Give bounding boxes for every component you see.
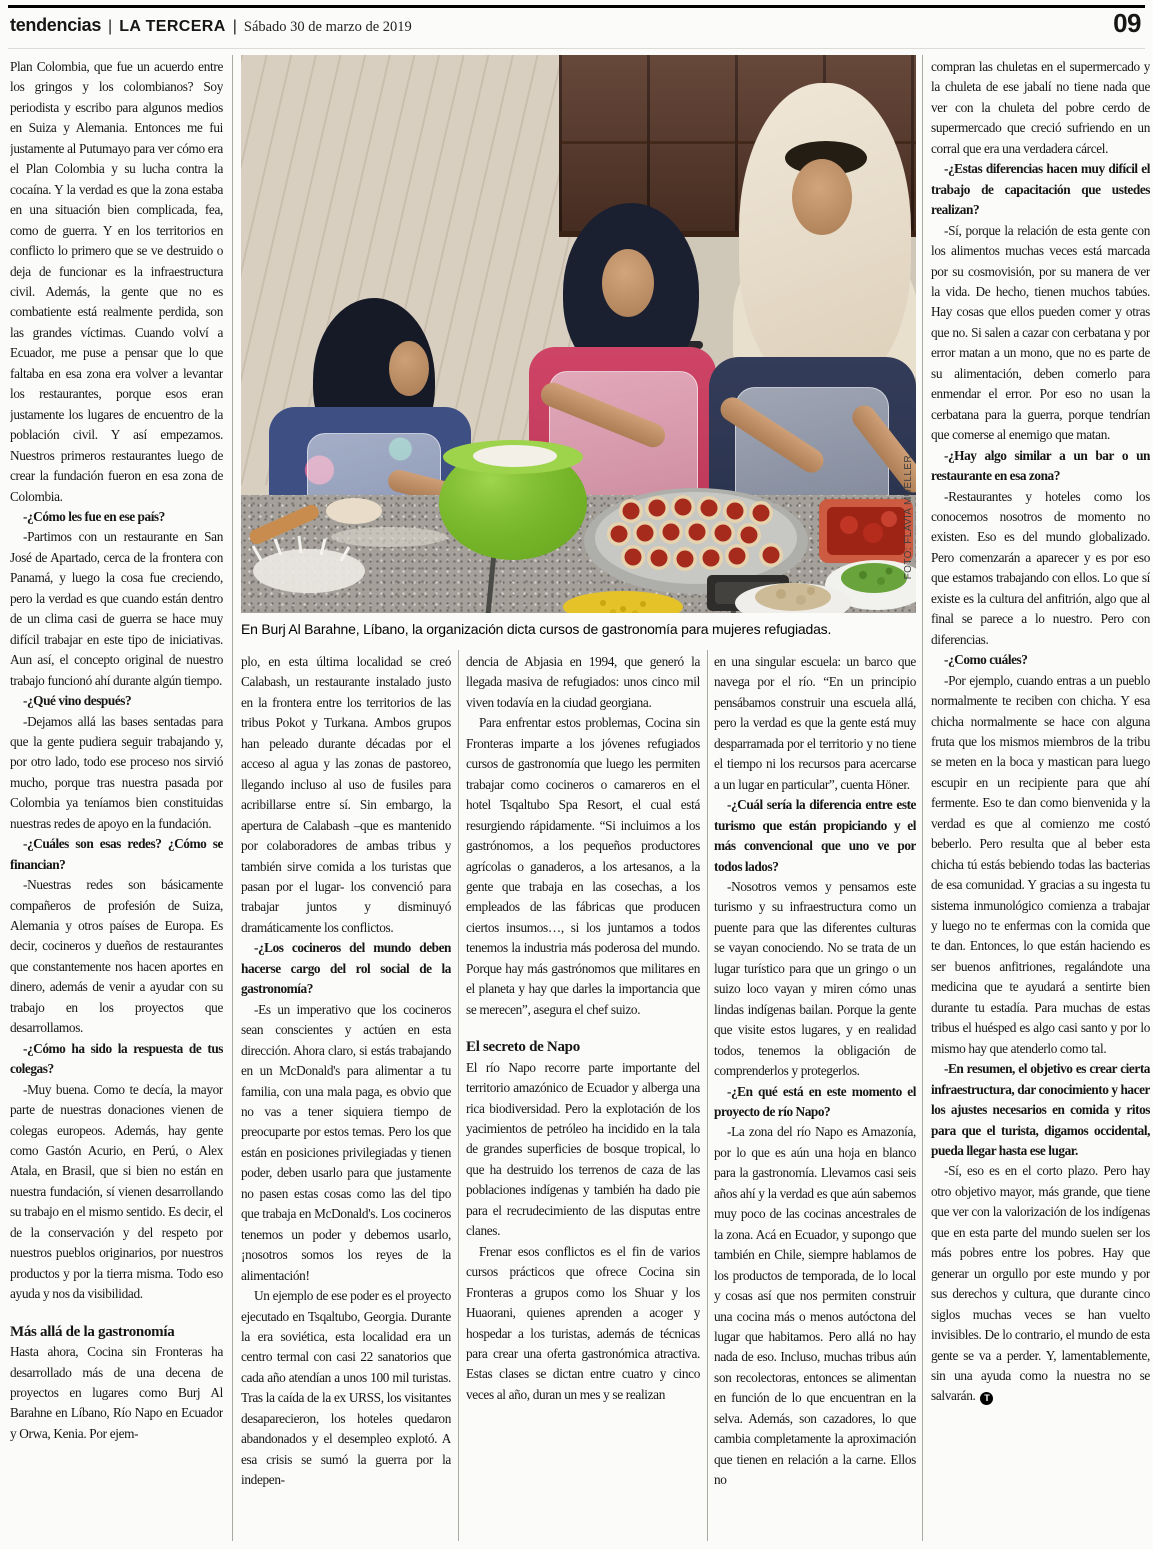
page-header: [10, 15, 412, 41]
column-rule: [458, 650, 459, 1541]
column-middle-1: [241, 652, 451, 1541]
paragraph: -Nosotros vemos y pensamos este turismo y su infraestructura como un puente para que las diferentes culturas se vayan conociendo. No se trata de un lugar turístico para que un gringo o un suizo loco vayan y miren cómo unas lindas indígenas bailan. Porque la gente que visite estos lugares, y en realidad todos, tenemos la obligación de comprenderlos y protegerlos.: [714, 878, 916, 1079]
interview-question: -¿Los cocineros del mundo deben hacerse cargo del rol social de la gastronomía?: [241, 940, 451, 997]
paragraph: Hasta ahora, Cocina sin Fronteras ha desarrollado más de una decena de proyectos en lugares como Burj Al Barahne en Líbano, Río Napo en Ecuador y Orwa, Kenia. Por ejem-: [10, 1344, 223, 1441]
interview-question: -¿Estas diferencias hacen muy difícil el trabajo de capacitación que ustedes realizan?: [931, 161, 1150, 218]
subheading: El secreto de Napo: [466, 1039, 580, 1056]
section-label: tendencias: [10, 15, 102, 35]
paragraph: -Sí, porque la relación de esta gente con los alimentos muchas veces está marcada por su cosmovisión, por su manera de ver la vida. De hecho, tienen muchos tabúes. Hay cosas que ellos pueden comer y otras que no. Si salen a cazar con cerbatana y por error matan a un mono, que no es parte de su alimentación, deben comerlo para enmendar el error. Por eso no usan la cerbatana para la guerra, porque tendrían que comerse al enemigo que matan.: [931, 222, 1150, 443]
header-separator: |: [232, 18, 237, 35]
paragraph: El río Napo recorre parte importante del territorio amazónico de Ecuador y alberga una rica biodiversidad. Pero la explotación de los yacimientos de petróleo ha incidido en la tala de grandes superficies de bosque tropical, lo que ha destruido los terrenos de caza de las poblaciones indígenas y también ha dado pie para el recrudecimiento de las disputas entre clanes.: [466, 1059, 700, 1239]
paragraph: Un ejemplo de ese poder es el proyecto ejecutado en Tsqaltubo, Georgia. Durante la era soviética, esta localidad era un centro termal con casi 22 sanatorios que cada año atendían a unos 100 mil turistas. Tras la caída de la ex URSS, los visitantes desaparecieron, los hoteles quedaron abandonados y el desempleo explotó. A esa crisis se sumó la guerra por la indepen-: [241, 1288, 451, 1488]
interview-question: -¿En qué está en este momento el proyecto de río Napo?: [714, 1083, 916, 1119]
interview-question: -¿Cómo les fue en ese país?: [23, 508, 165, 524]
paragraph: Plan Colombia, que fue un acuerdo entre los gringos y los colombianos? Soy periodista y escribo para algunos medios en Suiza y Alemania. Entonces me fui justamente al Putumayo para ver cómo era el Plan Colombia y su lucha contra la cocaína. Y la verdad es que la zona estaba en una situación bien complicada, fea, como de guerra. Y en los territorios en conflicto lo primero que se ve destruido o deja de funcionar es la infraestructura civil. Además, la gente que no es combatiente está realmente perdida, son las grandes víctimas. Cuando volví a Ecuador, me puse a pensar que lo que faltaba en esa zona era volver a levantar los restaurantes, porque esos eran justamente los lugares de encuentro de la población civil. Y así empezamos. Nuestros primeros restaurantes luego de crear la fundación fueron en esa zona de Colombia.: [10, 59, 223, 504]
column-rule: [922, 55, 923, 1541]
column-rule: [232, 55, 233, 1541]
interview-question: -¿Cómo ha sido la respuesta de tus colegas?: [10, 1040, 223, 1077]
photo-caption: En Burj Al Barahne, Líbano, la organización dicta cursos de gastronomía para mujeres refugiadas.: [241, 621, 832, 637]
paragraph: -Nuestras redes son básicamente compañeros de profesión de Suiza, Alemania y otros países de Europa. Es decir, cocineros y dueños de restaurantes que constantemente nos hacen aportes en dinero, además de venir a ayudar con su trabajo en los proyectos que desarrollamos.: [10, 877, 223, 1036]
paragraph: -Dejamos allá las bases sentadas para que la gente pudiera seguir trabajando y, por otro lado, todo ese proceso nos sirvió mucho, porque tras nuestra pasada por Colombia ya teníamos bien constituidas nuestras redes de apoyo en la fundación.: [10, 713, 223, 831]
interview-question: -En resumen, el objetivo es crear cierta infraestructura, dar conocimiento y hacer los ajustes necesarios en comida y ritos para que el turista, digamos occidental, pueda llegar hasta ese lugar.: [931, 1061, 1150, 1159]
interview-question: -¿Cuál sería la diferencia entre este turismo que están propiciando y el más convencional que uno ve por todos lados?: [714, 797, 916, 874]
interview-question: -¿Como cuáles?: [944, 652, 1028, 668]
header-underline: [8, 48, 1145, 49]
subheading: Más allá de la gastronomía: [10, 1323, 175, 1340]
paragraph: Para enfrentar estos problemas, Cocina sin Fronteras imparte a los jóvenes refugiados cursos de gastronomía que luego les permiten trabajar como cocineros o camareros en el hotel Tsqaltubo Spa Resort, el cual está resurgiendo rápidamente. “Si incluimos a los gastrónomos, a los pequeños productores agrícolas o ganaderos, a los artesanos, a la gente que trabaja en las cosechas, a los empleados de las fábricas que producen ciertos insumos…, si los juntamos a todos tenemos la industria más poderosa del mundo. Porque hay más gastrónomos que militares en el planeta y hay que darles la importancia que se merecen”, asegura el chef suizo.: [466, 715, 700, 1017]
photo-credit: FOTO: FLAVIA MUELLER: [903, 454, 914, 579]
paragraph: -Muy buena. Como te decía, la mayor parte de nuestras donaciones vienen de colegas europeos. Además, hay gente como Gastón Acurio, en Perú, o Alex Atala, en Brasil, que si bien no están en nuestra fundación, sí vienen desarrollando su trabajo en el mismo sentido. Es decir, el de la conservación y del respeto por nuestros pueblos originarios, por nuestros productos y por la tierra misma. Todo eso ayuda y nos da visibilidad.: [10, 1081, 223, 1302]
paragraph: compran las chuletas en el supermercado y la chuleta de ese jabalí no tiene nada que ver con la chuleta del pobre cerdo de supermercado que creció sufriendo en un corral que era una verdadera cárcel.: [931, 59, 1150, 156]
interview-question: -¿Hay algo similar a un bar o un restaurante en esa zona?: [931, 447, 1150, 484]
article-photo: [241, 55, 916, 613]
paragraph: Frenar esos conflictos es el fin de varios cursos prácticos que ofrece Cocina sin Fronteras a grupos como los Shuar y los Huaorani, quienes aprenden a acoger y hospedar a los turistas, además de técnicas para crear una oferta gastronómica atractiva. Estas clases se dictan entre cuatro y cinco veces al año, duran un mes y se realizan: [466, 1243, 700, 1402]
column-right: [931, 57, 1150, 1541]
paragraph: dencia de Abjasia en 1994, que generó la llegada masiva de refugiados: unos cinco mil viven todavía en la ciudad georgiana.: [466, 654, 700, 710]
column-middle-3: [714, 652, 916, 1541]
paragraph: -Es un imperativo que los cocineros sean conscientes y actúen en esta dirección. Ahora claro, si estás trabajando en un McDonald's para alimentar a tu familia, con una mala paga, es obvio que no vas a tener siquiera tiempo de preocuparte por estos temas. Pero los que están en posiciones privilegiadas y tienen poder, deben usarlo para que justamente no pasen estas cosas como las del tipo que trabaja en McDonald's. Los cocineros tenemos un poder y debemos usarlo, ¡nosotros somos los reyes de la alimentación!: [241, 1001, 451, 1283]
interview-question: -¿Qué vino después?: [23, 693, 132, 709]
paragraph: en una singular escuela: un barco que navega por el río. “En un principio pensábamos construir una escuela allá, pero la verdad es que la gente está muy desparramada por el territorio y no tiene el tiempo ni los recursos para acercarse a un lugar en particular”, cuenta Höner.: [714, 654, 916, 792]
interview-question: -¿Cuáles son esas redes? ¿Cómo se financian?: [10, 836, 223, 872]
photo-food-illustration: [241, 55, 916, 613]
page-number: 09: [1113, 8, 1141, 38]
end-mark-icon: T: [980, 1392, 993, 1405]
paragraph: -La zona del río Napo es Amazonía, por lo que es aún una hoja en blanco para la gastronomía. Llevamos casi seis años ahí y la verdad es que aún sabemos muy poco de las cocinas ancestrales de la zona. Acá en Ecuador, y supongo que también en Chile, siempre hablamos de los productos de temporada, de lo local y cosas así que nos permiten construir una cocina más o menos autóctona del lugar que habitamos. Pero allá no hay nada de eso. Incluso, muchas tribus aún son recolectoras, entonces se alimentan en función de lo que encuentran en la selva. Además, son cazadores, lo que cambia completamente la aproximación que tienen en relación a la carne. Ellos no: [714, 1124, 916, 1488]
newspaper-name: LA TERCERA: [119, 18, 226, 35]
column-left: [10, 57, 223, 1541]
paragraph: -Partimos con un restaurante en San José de Apartado, cerca de la frontera con Panamá, y luego la cosa fue creciendo, pero la verdad es que cuando están dentro de un clima casi de guerra se hace muy difícil trabajar en este tipo de iniciativas. Aun así, el concepto original de nuestro trabajo funcionó ahí durante algún tiempo.: [10, 529, 223, 688]
header-separator: |: [108, 18, 113, 35]
paragraph: plo, en esta última localidad se creó Calabash, un restaurante instalado justo en la frontera entre los territorios de las tribus Pokot y Turkana. Ambos grupos han peleado durante décadas por el acceso al agua y las zonas de pastoreo, llegando incluso al uso de fusiles para acribillarse entre sí. Sin embargo, la apertura de Calabash –que es mantenido por colaboradores de ambas tribus y también sirve comida a los turistas que pasan por el lugar- los convenció para trabajar juntos y disminuyó dramáticamente los conflictos.: [241, 654, 451, 935]
edition-date: Sábado 30 de marzo de 2019: [243, 19, 412, 35]
column-middle-2: [466, 652, 700, 1541]
column-rule: [707, 650, 708, 1541]
paragraph: -Restaurantes y hoteles como los conocemos nosotros de momento no existen. Eso es del mundo globalizado. Pero comenzarán a aparecer y es por eso que estamos trabajando con ellos. Lo que sí existe es la cultura del anfitrión, algo que al final se parece a lo nuestro. Pero con diferencias.: [931, 488, 1150, 647]
paragraph: -Por ejemplo, cuando entras a un pueblo normalmente te reciben con chicha. Y esa chicha normalmente se hace con alguna fruta que los mismos miembros de la tribu se meten en la boca y mastican para luego escupir en un recipiente para que ahí fermente. Eso te dan como bienvenida y la verdad es que al comienzo me costó beberlo. Pero resulta que al beber esta chicha tú estás bebiendo todas las bacterias de esa comunidad. Y gracias a su ingesta tu sistema inmunológico comienza a trabajar y luego no te enfermas con la comida que te dan. Entonces, lo que están haciendo es ser buenos anfitriones, regalándote una medicina que te ayudará a sentirte bien durante tu estadía. Para muchas de estas tribus el huésped es algo casi santo y por lo mismo hay que atenderlo como tal.: [931, 672, 1150, 1056]
top-rule: [8, 5, 1145, 8]
paragraph: -Sí, eso es en el corto plazo. Pero hay otro objetivo mayor, más grande, que tiene que ver con la valorización de los indígenas que en esta parte del mundo suelen ser los más pobres entre los pobres. Hay que generar un orgullo por este mundo y por sus derechos y cultura, que durante cinco siglos muchas veces se han vuelto invisibles. De lo contrario, el mundo de esta gente se va a perder. Y, lamentablemente, sin una ayuda como la nuestra no se salvarán. T: [931, 1163, 1150, 1404]
